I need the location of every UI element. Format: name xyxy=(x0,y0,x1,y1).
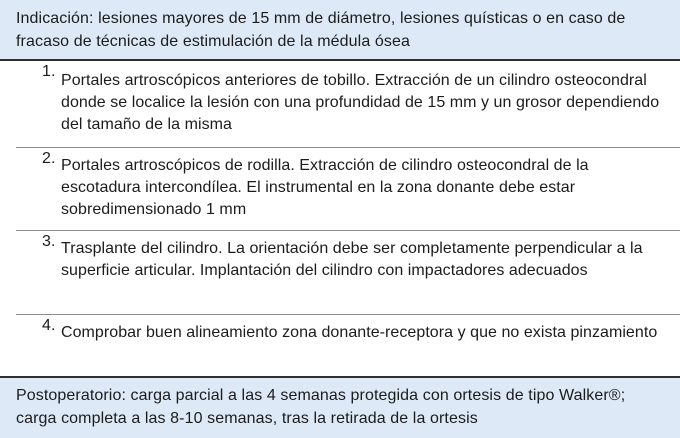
step-text: Comprobar buen alineamiento zona donante-receptora y que no exista pinzamiento xyxy=(61,324,658,341)
indication-header xyxy=(0,0,680,59)
step-text: Trasplante del cilindro. La orientación debe ser completamente perpendicular a la superficie articular. Implantación del cilindro con impactadores adecuados xyxy=(61,240,643,279)
step-number: 1. xyxy=(42,63,56,80)
step-text: Portales artroscópicos anteriores de tobillo. Extracción de un cilindro osteocondral donde se localice la lesión con una profundidad de 15 mm y un grosor dependiendo del tamaño de la misma xyxy=(61,72,660,133)
step-number: 3. xyxy=(42,233,56,250)
step-number: 4. xyxy=(42,317,56,334)
postop-footer xyxy=(0,378,680,438)
step-row-2 xyxy=(16,148,680,231)
step-row-4 xyxy=(16,315,680,376)
step-text: Portales artroscópicos de rodilla. Extracción de cilindro osteocondral de la escotadura intercondílea. El instrumental en la zona donante debe estar sobredimensionado 1 mm xyxy=(61,157,589,218)
step-row-3 xyxy=(16,231,680,315)
step-number: 2. xyxy=(42,150,56,167)
steps-list xyxy=(16,61,680,376)
step-row-1 xyxy=(16,61,680,148)
postop-text: Postoperatorio: carga parcial a las 4 semanas protegida con ortesis de tipo Walker®; carga completa a las 8-10 semanas, tras la retirada de la ortesis xyxy=(16,387,626,427)
indication-text: Indicación: lesiones mayores de 15 mm de diámetro, lesiones quísticas o en caso de fracaso de técnicas de estimulación de la médula ósea xyxy=(16,10,626,50)
